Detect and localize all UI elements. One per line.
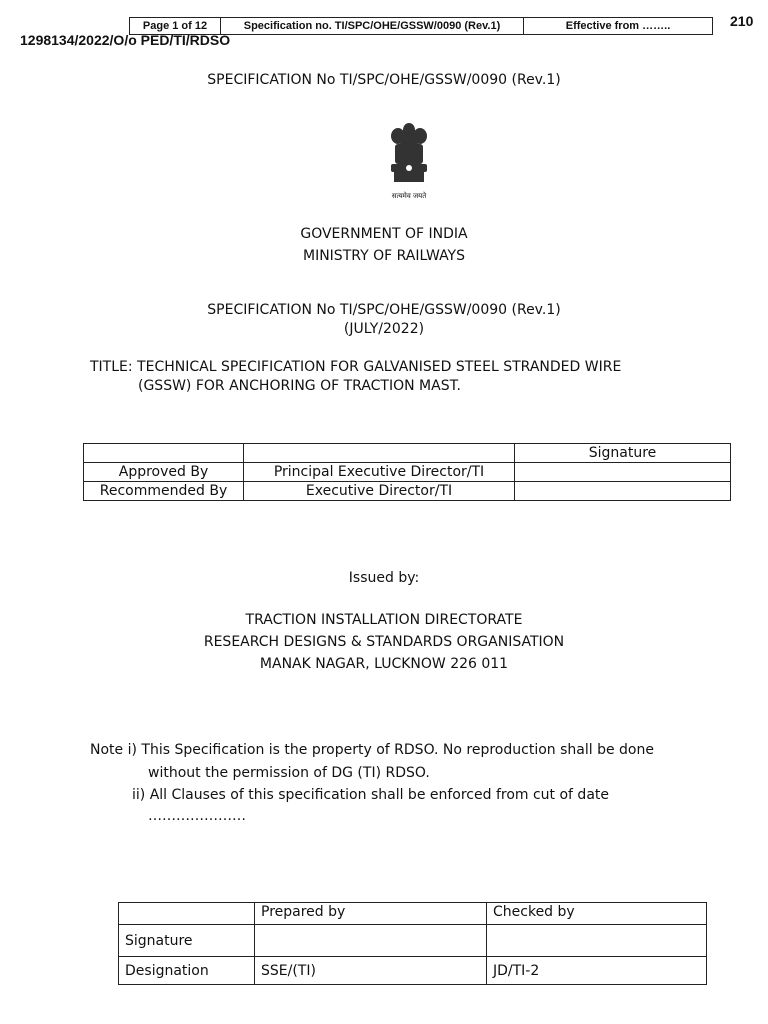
- note-1-line1: Note i) This Specification is the property of RDSO. No reproduction shall be done: [90, 742, 654, 758]
- spec-date: (JULY/2022): [343, 321, 425, 337]
- table-cell: [244, 444, 515, 463]
- checked-by-header: Checked by: [487, 903, 707, 925]
- spec-title-main: SPECIFICATION No TI/SPC/OHE/GSSW/0090 (Rev.1): [207, 302, 561, 318]
- issuer-address: MANAK NAGAR, LUCKNOW 226 011: [259, 656, 509, 672]
- document-title-line2: (GSSW) FOR ANCHORING OF TRACTION MAST.: [138, 378, 461, 394]
- signature-cell: [255, 925, 487, 957]
- spec-number-header: Specification no. TI/SPC/OHE/GSSW/0090 (Rev.1): [221, 18, 524, 34]
- government-heading: GOVERNMENT OF INDIA: [300, 226, 468, 242]
- document-reference: 1298134/2022/O/o PED/TI/RDSO: [20, 32, 231, 48]
- note-2-line1: ii) All Clauses of this specification shall be enforced from cut of date: [132, 787, 610, 803]
- signature-cell: [515, 482, 731, 501]
- signature-column-header: Signature: [515, 444, 731, 463]
- table-cell: SSE/(TI): [255, 957, 487, 985]
- issuer-organisation: RESEARCH DESIGNS & STANDARDS ORGANISATION: [203, 634, 565, 650]
- document-title-line1: TITLE: TECHNICAL SPECIFICATION FOR GALVANISED STEEL STRANDED WIRE: [90, 359, 622, 375]
- signature-cell: [515, 463, 731, 482]
- table-cell: Principal Executive Director/TI: [244, 463, 515, 482]
- table-cell: Signature: [119, 925, 255, 957]
- page-count: Page 1 of 12: [130, 18, 221, 34]
- table-cell: Executive Director/TI: [244, 482, 515, 501]
- approval-table: [83, 443, 731, 501]
- prepared-checked-table: [118, 902, 707, 985]
- effective-from: Effective from ……..: [565, 20, 671, 32]
- note-1-line2: without the permission of DG (TI) RDSO.: [148, 765, 430, 781]
- table-row: [84, 463, 731, 482]
- table-cell: Recommended By: [84, 482, 244, 501]
- prepared-by-header: Prepared by: [255, 903, 487, 925]
- page-number: 210: [730, 13, 754, 29]
- table-cell: [84, 444, 244, 463]
- table-row: [119, 903, 707, 925]
- note-2-line2: …………………: [148, 808, 246, 824]
- issued-by-label: Issued by:: [348, 570, 420, 586]
- table-row: [119, 957, 707, 985]
- table-cell: JD/TI-2: [487, 957, 707, 985]
- table-cell: Approved By: [84, 463, 244, 482]
- table-row: [84, 444, 731, 463]
- ministry-heading: MINISTRY OF RAILWAYS: [303, 248, 465, 264]
- table-cell: Designation: [119, 957, 255, 985]
- emblem-motto: सत्यमेव जयते: [391, 192, 427, 200]
- issuer-directorate: TRACTION INSTALLATION DIRECTORATE: [245, 612, 523, 628]
- table-cell: [119, 903, 255, 925]
- signature-cell: [487, 925, 707, 957]
- table-row: [84, 482, 731, 501]
- table-row: [119, 925, 707, 957]
- spec-title-top: SPECIFICATION No TI/SPC/OHE/GSSW/0090 (Rev.1): [207, 72, 561, 88]
